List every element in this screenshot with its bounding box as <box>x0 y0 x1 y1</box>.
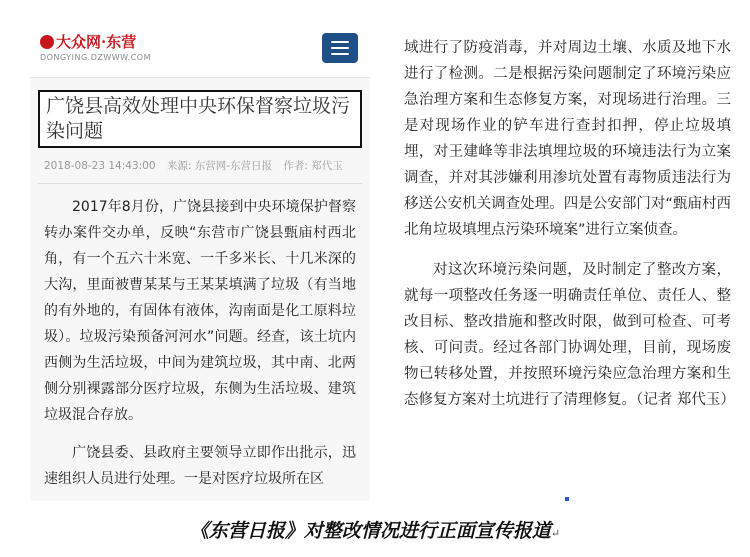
logo-text: 大众网 <box>56 33 102 51</box>
logo-icon <box>40 35 54 49</box>
article-body-right <box>390 25 745 413</box>
figure-caption <box>0 516 750 543</box>
hamburger-menu-icon[interactable] <box>322 33 358 63</box>
article-paragraph: 域进行了防疫消毒，并对周边土壤、水质及地下水进行了检测。二是根据污染问题制定了环境污染应急治理方案和生态修复方案，对现场进行治理。三是对现场作业的铲车进行查封扣押，停止垃圾填埋，对王建峰等非法填埋垃圾的环境违法行为立案调查，并对其涉嫌利用渗坑处置有毒物质违法行为移送公安机关调查处理。四是公安部门对“甄庙村西北角垃圾填埋点污染环境案”进行立案侦查。 <box>404 40 731 238</box>
article-paragraph: 对这次环境污染问题，及时制定了整改方案，就每一项整改任务逐一明确责任单位、责任人、整改目标、整改措施和整改时限，做到可检查、可考核、可问责。经过各部门协调处理，目前，现场废物已转移处置，并按照环境污染应急治理方案和生态修复方案对土坑进行了清理修复。（记者 郑代玉） <box>404 262 735 408</box>
article-date: 2018-08-23 14:43:00 <box>44 160 156 172</box>
logo-location: ·东营 <box>101 33 137 51</box>
caption-text: 《东营日报》对整改情况进行正面宣传报道 <box>189 520 551 542</box>
article-source: 来源: 东营网-东营日报 <box>166 160 273 172</box>
article-title-highlight <box>38 90 362 148</box>
article-title: 广饶县高效处理中央环保督察垃圾污染问题 <box>46 95 351 142</box>
cursor-marker <box>565 497 569 501</box>
article-paragraph: 广饶县委、县政府主要领导立即作出批示，迅速组织人员进行处理。一是对医疗垃圾所在区 <box>44 445 356 487</box>
right-screenshot-panel <box>390 25 745 501</box>
site-logo[interactable] <box>40 31 151 62</box>
return-mark: ↵ <box>550 527 561 540</box>
article-paragraph: 2017年8月份，广饶县接到中央环境保护督察转办案件交办单，反映“东营市广饶县甄庙村西北角，有一个五六十米宽、一千多米长、十几米深的大沟，里面被曹某某与王某某填满了垃圾（有当地的有外地的，有固体有液体，沟南面是化工原料垃圾）。垃圾污染预备河河水”问题。经查，该土坑内西侧为生活垃圾，中间为建筑垃圾，其中南、北两侧分别裸露部分医疗垃圾，东侧为生活垃圾、建筑垃圾混合存放。 <box>44 199 356 423</box>
left-screenshot-panel <box>30 25 370 501</box>
article-meta <box>44 158 356 173</box>
site-header <box>30 25 370 78</box>
article-body-left <box>30 184 370 492</box>
logo-domain: DONGYING.DZWWW.COM <box>40 53 151 62</box>
article-author: 作者: 郑代玉 <box>283 160 343 172</box>
